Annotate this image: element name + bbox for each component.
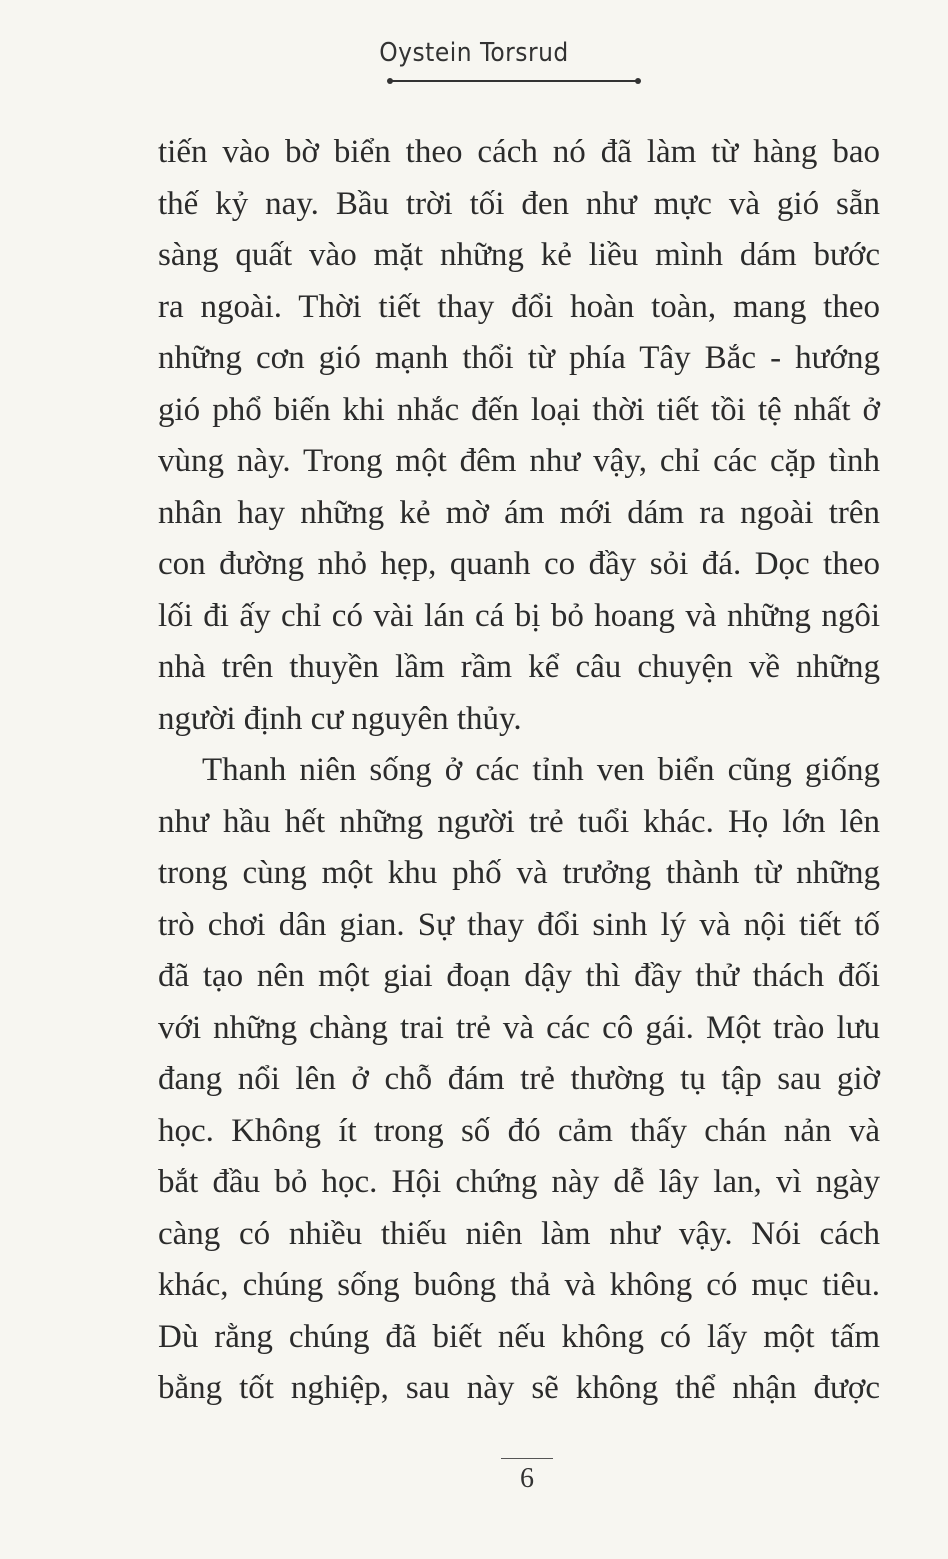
text-line: bằng tốt nghiệp, sau này sẽ không thể nhận được [158,1370,880,1406]
text-line: thế kỷ nay. Bầu trời tối đen như mực và gió sẵn [158,185,880,222]
text-line: Dù rằng chúng đã biết nếu không có lấy một tấm [158,1318,880,1355]
text-line: khác, chúng sống buông thả và không có mục tiêu. [158,1267,880,1303]
text-line: gió phổ biến khi nhắc đến loại thời tiết tồi tệ nhất ở [158,391,880,428]
text-line: vùng này. Trong một đêm như vậy, chỉ các cặp tình [158,443,880,479]
paragraph-2 [158,745,880,1415]
text-line: ra ngoài. Thời tiết thay đổi hoàn toàn, mang theo [158,288,880,325]
paragraph-1 [158,127,880,745]
text-line: bắt đầu bỏ học. Hội chứng này dễ lây lan, vì ngày [158,1164,880,1200]
text-line: những cơn gió mạnh thổi từ phía Tây Bắc - hướng [158,340,880,376]
text-line: nhân hay những kẻ mờ ám mới dám ra ngoài trên [158,494,880,531]
page-number: 6 [520,1463,534,1494]
text-line: nhà trên thuyền lầm rầm kể câu chuyện về những [158,649,880,685]
footer-rule [501,1458,553,1459]
text-line: tiến vào bờ biển theo cách nó đã làm từ hàng bao [158,134,880,170]
text-line: Thanh niên sống ở các tỉnh ven biển cũng giống [202,752,880,788]
text-line: càng có nhiều thiếu niên làm như vậy. Nói cách [158,1215,880,1252]
text-line: người định cư nguyên thủy. [158,700,522,737]
text-line: sàng quất vào mặt những kẻ liều mình dám bước [158,237,880,273]
text-line: đã tạo nên một giai đoạn dậy thì đầy thử thách đối [158,958,880,994]
running-head-author: Oystein Torsrud [379,38,569,68]
text-line: với những chàng trai trẻ và các cô gái. Một trào lưu [158,1009,880,1046]
text-line: như hầu hết những người trẻ tuổi khác. Họ lớn lên [158,803,880,840]
text-line: lối đi ấy chỉ có vài lán cá bị bỏ hoang và những ngôi [158,597,880,634]
text-line: trò chơi dân gian. Sự thay đổi sinh lý và nội tiết tố [158,906,880,943]
text-line: trong cùng một khu phố và trưởng thành từ những [158,855,880,891]
text-line: con đường nhỏ hẹp, quanh co đầy sỏi đá. Dọc theo [158,546,880,582]
text-line: đang nổi lên ở chỗ đám trẻ thường tụ tập sau giờ [158,1061,880,1097]
body-text [158,127,880,1415]
text-line: học. Không ít trong số đó cảm thấy chán nản và [158,1112,880,1149]
header-rule-ornament [390,80,638,82]
